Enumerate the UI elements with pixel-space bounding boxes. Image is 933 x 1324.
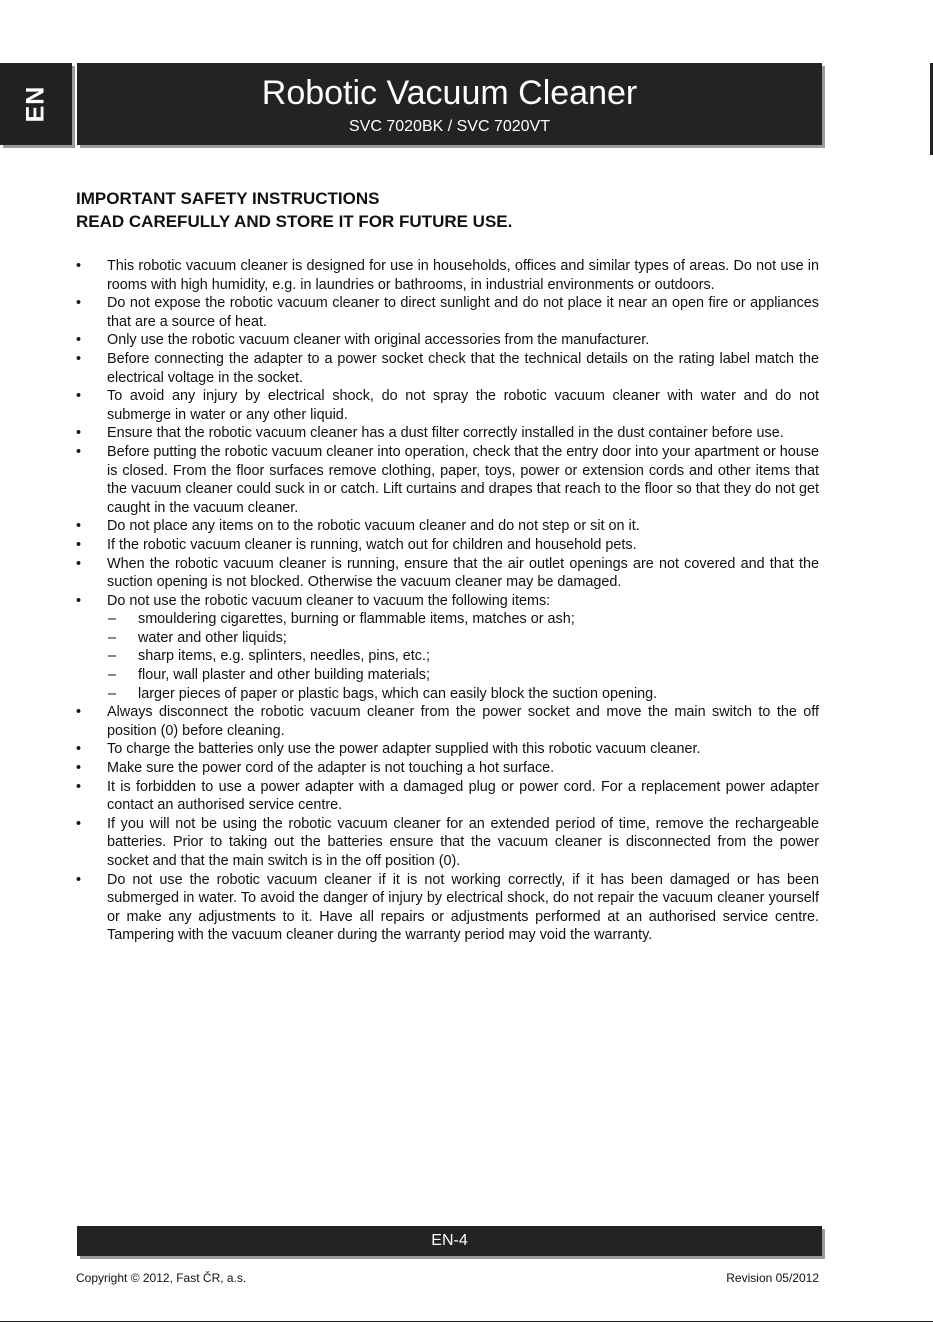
model-numbers: SVC 7020BK / SVC 7020VT (349, 118, 550, 135)
sub-item: – water and other liquids; (76, 629, 819, 648)
copyright-text: Copyright © 2012, Fast ČR, a.s. (76, 1271, 247, 1285)
bullet-item: • Only use the robotic vacuum cleaner with original accessories from the manufacturer. (76, 331, 819, 350)
sub-item: – smouldering cigarettes, burning or flammable items, matches or ash; (76, 610, 819, 629)
bullet-item: • Ensure that the robotic vacuum cleaner has a dust filter correctly installed in the dust container before use. (76, 424, 819, 443)
title-bar (77, 63, 822, 145)
sub-item: – sharp items, e.g. splinters, needles, pins, etc.; (76, 647, 819, 666)
heading-line-2: READ CAREFULLY AND STORE IT FOR FUTURE USE. (76, 212, 513, 231)
bullet-item: • It is forbidden to use a power adapter with a damaged plug or power cord. For a replacement power adapter contact an authorised service centre. (76, 778, 819, 815)
bottom-divider (0, 1321, 933, 1322)
section-heading (76, 187, 512, 233)
bullet-item: • To avoid any injury by electrical shock, do not spray the robotic vacuum cleaner with water and do not submerge in water or any other liquid. (76, 387, 819, 424)
bullet-item: • Always disconnect the robotic vacuum cleaner from the power socket and move the main switch to the off position (0) before cleaning. (76, 703, 819, 740)
bullet-item: • Do not use the robotic vacuum cleaner if it is not working correctly, if it has been damaged or has been submerged in water. To avoid the danger of injury by electrical shock, do not repair the vacuum cleaner yourself or make any adjustments to it. Have all repairs or adjustments performed at an authorised service centre. Tampering with the vacuum cleaner during the warranty period may void the warranty. (76, 871, 819, 945)
bullet-item: • To charge the batteries only use the power adapter supplied with this robotic vacuum cleaner. (76, 740, 819, 759)
language-label: EN (21, 85, 50, 123)
heading-line-1: IMPORTANT SAFETY INSTRUCTIONS (76, 189, 380, 208)
bullet-item: • Do not use the robotic vacuum cleaner to vacuum the following items: (76, 592, 819, 611)
language-tab (0, 63, 72, 145)
bullet-item: • Make sure the power cord of the adapter is not touching a hot surface. (76, 759, 819, 778)
sub-item: – larger pieces of paper or plastic bags, which can easily block the suction opening. (76, 685, 819, 704)
bullet-item: • Do not place any items on to the robotic vacuum cleaner and do not step or sit on it. (76, 517, 819, 536)
bullet-item: • Before putting the robotic vacuum cleaner into operation, check that the entry door into your apartment or house is closed. From the floor surfaces remove clothing, paper, toys, power or extension cords and other items that the vacuum cleaner could suck in or catch. Lift curtains and drapes that reach to the floor so that they do not get caught in the vacuum cleaner. (76, 443, 819, 517)
document-title: Robotic Vacuum Cleaner (261, 74, 638, 112)
sub-item: – flour, wall plaster and other building materials; (76, 666, 819, 685)
bullet-item: • Do not expose the robotic vacuum cleaner to direct sunlight and do not place it near an open fire or appliances that are a source of heat. (76, 294, 819, 331)
bullet-item: • Before connecting the adapter to a power socket check that the technical details on the rating label match the electrical voltage in the socket. (76, 350, 819, 387)
bullet-item: • This robotic vacuum cleaner is designed for use in households, offices and similar types of areas. Do not use in rooms with high humidity, e.g. in laundries or bathrooms, in industrial environments or outdoors. (76, 257, 819, 294)
revision-text: Revision 05/2012 (726, 1271, 819, 1285)
bullet-item: • If the robotic vacuum cleaner is running, watch out for children and household pets. (76, 536, 819, 555)
bullet-item: • If you will not be using the robotic vacuum cleaner for an extended period of time, remove the rechargeable batteries. Prior to taking out the batteries ensure that the vacuum cleaner is disconnected from the power socket and that the main switch is in the off position (0). (76, 815, 819, 871)
footer-bar (77, 1226, 822, 1256)
bullet-item: • When the robotic vacuum cleaner is running, ensure that the air outlet openings are not covered and that the suction opening is not blocked. Otherwise the vacuum cleaner may be damaged. (76, 555, 819, 592)
page-number: EN-4 (431, 1232, 468, 1249)
safety-instructions-list (76, 257, 819, 945)
